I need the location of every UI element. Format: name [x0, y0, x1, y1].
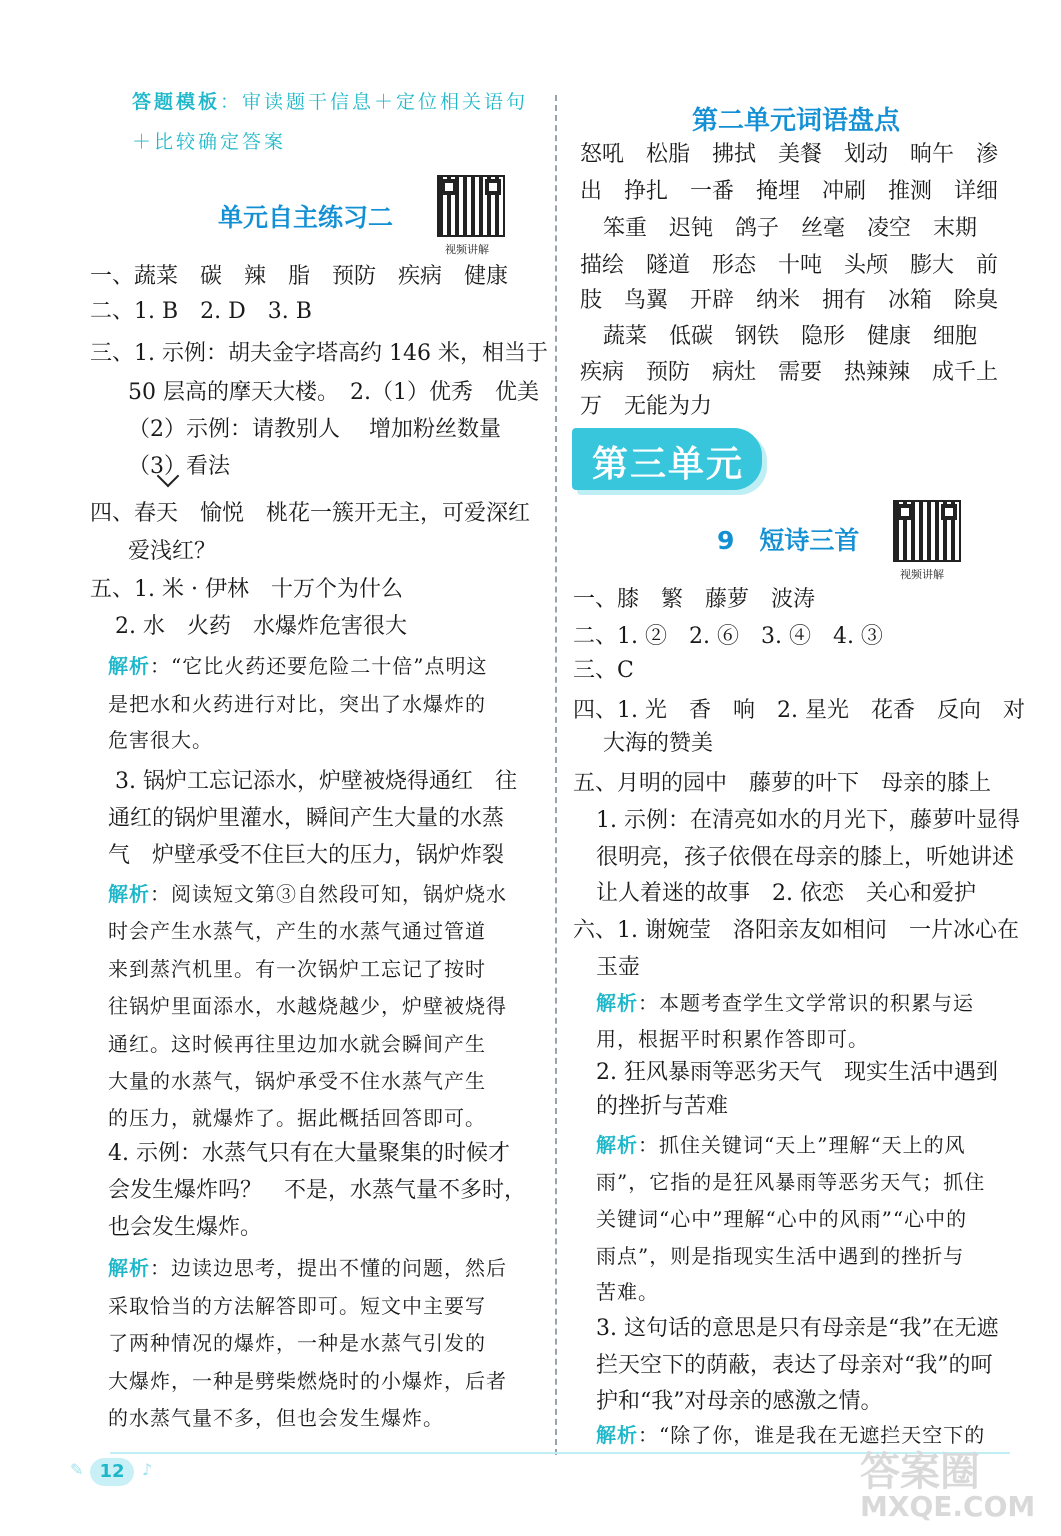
right-analysis-line-6: [596, 1277, 659, 1307]
right-analysis-line-3: [596, 1167, 985, 1197]
left-answer-line-text: 五、1. 米 · 伊林 十万个为什么: [90, 577, 403, 602]
left-analysis-line-7: [108, 1029, 486, 1059]
left-analysis-line-12: [108, 1328, 486, 1358]
left-answer-line-15: [108, 1213, 262, 1243]
right-analysis-line-text: 雨”，它指的是狂风暴雨等恶劣天气；抓住: [596, 1170, 986, 1194]
lesson-title: 9 短诗三首: [717, 526, 860, 555]
left-section-title: 单元自主练习二: [218, 203, 394, 232]
right-analysis-line-text: 雨点”，则是指现实生活中遇到的挫折与: [596, 1244, 965, 1268]
right-answer-line-4: [603, 729, 713, 759]
vocab-title: 第二单元词语盘点: [692, 106, 901, 136]
column-divider: [555, 95, 557, 1455]
left-analysis-line-2: [108, 725, 213, 755]
left-analysis-line-text: 通红。这时候再往里边加水就会瞬间产生: [108, 1032, 486, 1056]
left-answer-line-text: （2）示例：请教别人 增加粉丝数量: [128, 417, 501, 442]
left-analysis-line-text: ：阅读短文第③自然段可知，锅炉烧水: [150, 882, 507, 906]
vocab-line-7: [580, 392, 712, 422]
right-answer-line-text: 二、1. ② 2. ⑥ 3. ④ 4. ③: [573, 624, 883, 649]
vocab-line-1: [580, 177, 998, 207]
right-analysis-line-text: 用，根据平时积累作答即可。: [596, 1027, 869, 1051]
left-answer-line-7: [128, 537, 216, 567]
left-analysis-line-text: 时会产生水蒸气，产生的水蒸气通过管道: [108, 919, 486, 943]
left-analysis-line-3: [108, 879, 507, 909]
analysis-tag: 解析: [108, 882, 150, 906]
qr-caption-2: 视频讲解: [900, 568, 944, 581]
left-answer-line-text: 爱浅红？: [128, 539, 217, 564]
right-analysis-line-4: [596, 1204, 967, 1234]
qr-caption: 视频讲解: [445, 243, 489, 256]
left-analysis-line-14: [108, 1403, 444, 1433]
left-analysis-line-text: ：边读边思考，提出不懂的问题，然后: [150, 1256, 507, 1280]
left-answer-line-6: [90, 499, 530, 529]
right-answer-line-2: [573, 656, 634, 686]
right-answer-line-12: [596, 1092, 728, 1122]
right-answer-line-text: 拦天空下的荫蔽，表达了母亲对“我”的呵: [596, 1353, 993, 1378]
right-answer-line-0: [573, 585, 815, 615]
vocab-line-0: [580, 140, 998, 170]
left-analysis-line-text: 大量的水蒸气，锅炉承受不住水蒸气产生: [108, 1069, 486, 1093]
left-answer-line-1: [90, 297, 312, 327]
template-line2: ＋比较确定答案: [132, 131, 287, 153]
left-analysis-line-text: 了两种情况的爆炸，一种是水蒸气引发的: [108, 1331, 486, 1355]
left-answer-line-text: 气 炉壁承受不住巨大的压力，锅炉炸裂: [108, 843, 505, 868]
qr-code-icon-2: [893, 500, 961, 562]
left-answer-line-9: [115, 612, 407, 642]
right-answer-line-text: 护和“我”对母亲的感激之情。: [596, 1389, 883, 1414]
right-analysis-line-text: ：本题考查学生文学常识的积累与运: [638, 991, 974, 1015]
right-answer-line-text: 2. 狂风暴雨等恶劣天气 现实生活中遇到: [596, 1060, 998, 1085]
right-answer-line-1: [573, 622, 883, 652]
footer-deco-right: ♪: [142, 1460, 153, 1479]
vocab-line-text: 描绘 隧道 形态 十吨 头颅 膨大 前: [580, 253, 999, 278]
banner-label: 第三单元: [592, 444, 745, 485]
left-analysis-line-text: ：“它比火药还要危险二十倍”点明这: [150, 654, 488, 678]
right-answer-line-15: [596, 1387, 883, 1417]
right-answer-line-text: 3. 这句话的意思是只有母亲是“我”在无遮: [596, 1316, 999, 1341]
left-answer-line-text: 会发生爆炸吗？ 不是，水蒸气量不多时，: [108, 1178, 527, 1203]
analysis-tag: 解析: [108, 654, 150, 678]
left-analysis-line-text: 是把水和火药进行对比，突出了水爆炸的: [108, 692, 486, 716]
right-answer-line-text: 四、1. 光 香 响 2. 星光 花香 反向 对: [573, 698, 1025, 723]
left-answer-line-text: 也会发生爆炸。: [108, 1215, 263, 1240]
left-answer-line-text: 3. 锅炉工忘记添水，炉壁被烧得通红 往: [115, 769, 517, 794]
footer-deco-left: ✎: [70, 1460, 84, 1479]
right-answer-line-3: [573, 696, 1025, 726]
right-answer-line-7: [596, 843, 1014, 873]
left-analysis-line-text: 往锅炉里面添水，水越烧越少，炉壁被烧得: [108, 994, 507, 1018]
page-number: 12: [90, 1458, 134, 1486]
right-answer-line-text: 三、C: [573, 658, 634, 683]
right-answer-line-text: 很明亮，孩子依偎在母亲的膝上，听她讲述: [596, 845, 1015, 870]
right-analysis-line-text: 关键词“心中”理解“心中的风雨”“心中的: [596, 1207, 968, 1231]
left-analysis-line-4: [108, 916, 486, 946]
vocab-line-2: [603, 214, 977, 244]
left-answer-line-14: [108, 1176, 526, 1206]
vocab-line-text: 疾病 预防 病灶 需要 热辣辣 成千上: [580, 360, 999, 385]
vocab-line-text: 怒吼 松脂 拂拭 美餐 划动 晌午 渗: [580, 142, 999, 167]
right-answer-line-13: [596, 1314, 998, 1344]
right-answer-line-text: 五、月明的园中 藤萝的叶下 母亲的膝上: [573, 771, 992, 796]
vocab-line-3: [580, 251, 998, 281]
vocab-line-text: 蔬菜 低碳 钢铁 隐形 健康 细胞: [603, 324, 978, 349]
vocab-line-6: [580, 358, 998, 388]
left-answer-line-10: [115, 767, 517, 797]
left-answer-line-8: [90, 575, 403, 605]
unit-three-banner: [572, 428, 762, 490]
watermark-url: MXQE.COM: [860, 1490, 1036, 1523]
right-answer-line-10: [596, 953, 640, 983]
left-analysis-line-text: 来到蒸汽机里。有一次锅炉工忘记了按时: [108, 957, 486, 981]
left-answer-line-2: [90, 339, 548, 369]
left-analysis-line-0: [108, 651, 487, 681]
right-analysis-line-text: 苦难。: [596, 1280, 659, 1304]
left-analysis-line-9: [108, 1103, 486, 1133]
left-answer-line-12: [108, 841, 504, 871]
left-analysis-line-11: [108, 1291, 486, 1321]
vocab-line-text: 万 无能为力: [580, 394, 713, 419]
left-analysis-line-text: 大爆炸，一种是劈柴燃烧时的小爆炸，后者: [108, 1369, 507, 1393]
analysis-tag: 解析: [596, 991, 638, 1015]
right-answer-line-text: 大海的赞美: [603, 731, 714, 756]
left-analysis-line-1: [108, 689, 486, 719]
vocab-line-text: 肢 鸟翼 开辟 纳米 拥有 冰箱 除臭: [580, 288, 999, 313]
analysis-tag: 解析: [596, 1423, 638, 1447]
right-answer-line-text: 让人着迷的故事 2. 依恋 关心和爱护: [596, 881, 976, 906]
left-answer-line-5: [128, 452, 230, 482]
right-analysis-line-5: [596, 1241, 964, 1271]
left-answer-line-11: [108, 804, 504, 834]
right-analysis-line-1: [596, 1024, 869, 1054]
left-analysis-line-text: 危害很大。: [108, 728, 213, 752]
left-analysis-line-8: [108, 1066, 486, 1096]
left-analysis-line-10: [108, 1253, 507, 1283]
left-analysis-line-text: 采取恰当的方法解答即可。短文中主要写: [108, 1294, 486, 1318]
left-answer-line-4: [128, 415, 501, 445]
left-answer-line-text: 一、蔬菜 碳 辣 脂 预防 疾病 健康: [90, 264, 509, 289]
template-label: 答题模板: [132, 91, 221, 113]
right-analysis-line-2: [596, 1130, 966, 1160]
left-answer-line-text: 二、1. B 2. D 3. B: [90, 299, 312, 324]
left-analysis-line-13: [108, 1366, 507, 1396]
watermark-logo: 答案圈: [860, 1449, 980, 1495]
left-answer-line-text: 50 层高的摩天大楼。 2.（1）优秀 优美: [128, 380, 539, 405]
right-answer-line-11: [596, 1058, 998, 1088]
template-line1: ：审读题干信息＋定位相关语句: [220, 91, 529, 113]
left-answer-line-text: （3）看法: [128, 454, 230, 479]
vocab-line-text: 出 挣扎 一番 掩埋 冲刷 推测 详细: [580, 179, 999, 204]
right-answer-line-5: [573, 769, 991, 799]
right-answer-line-text: 六、1. 谢婉莹 洛阳亲友如相问 一片冰心在: [573, 918, 1019, 943]
right-answer-line-8: [596, 879, 976, 909]
right-answer-line-6: [596, 806, 1020, 836]
right-answer-line-14: [596, 1351, 993, 1381]
right-analysis-line-0: [596, 988, 974, 1018]
qr-code-icon: [437, 175, 505, 237]
right-answer-line-text: 1. 示例：在清亮如水的月光下，藤萝叶显得: [596, 808, 1020, 833]
left-answer-line-text: 通红的锅炉里灌水，瞬间产生大量的水蒸: [108, 806, 505, 831]
left-answer-line-text: 三、1. 示例：胡夫金字塔高约 146 米，相当于: [90, 341, 548, 366]
right-analysis-line-text: ：抓住关键词“天上”理解“天上的风: [638, 1133, 966, 1157]
right-answer-line-9: [573, 916, 1019, 946]
left-analysis-line-5: [108, 954, 486, 984]
left-answer-line-13: [108, 1139, 510, 1169]
vocab-line-text: 笨重 迟钝 鸽子 丝毫 凌空 末期: [603, 216, 978, 241]
left-answer-line-3: [128, 378, 539, 408]
right-answer-line-text: 的挫折与苦难: [596, 1094, 729, 1119]
left-analysis-line-6: [108, 991, 507, 1021]
left-answer-line-0: [90, 262, 508, 292]
left-analysis-line-text: 的压力，就爆炸了。据此概括回答即可。: [108, 1106, 486, 1130]
right-answer-line-text: 玉壶: [596, 955, 641, 980]
left-analysis-line-text: 的水蒸气量不多，但也会发生爆炸。: [108, 1406, 444, 1430]
vocab-line-5: [603, 322, 977, 352]
vocab-line-4: [580, 286, 998, 316]
analysis-tag: 解析: [596, 1133, 638, 1157]
right-analysis-line-text: ：“除了你，谁是我在无遮拦天空下的: [638, 1423, 986, 1447]
left-answer-line-text: 4. 示例：水蒸气只有在大量聚集的时候才: [108, 1141, 510, 1166]
left-answer-line-text: 2. 水 火药 水爆炸危害很大: [115, 614, 407, 639]
answer-template: [132, 82, 542, 162]
left-answer-line-text: 四、春天 愉悦 桃花一簇开无主，可爱深红: [90, 501, 531, 526]
right-answer-line-text: 一、膝 繁 藤萝 波涛: [573, 587, 816, 612]
analysis-tag: 解析: [108, 1256, 150, 1280]
